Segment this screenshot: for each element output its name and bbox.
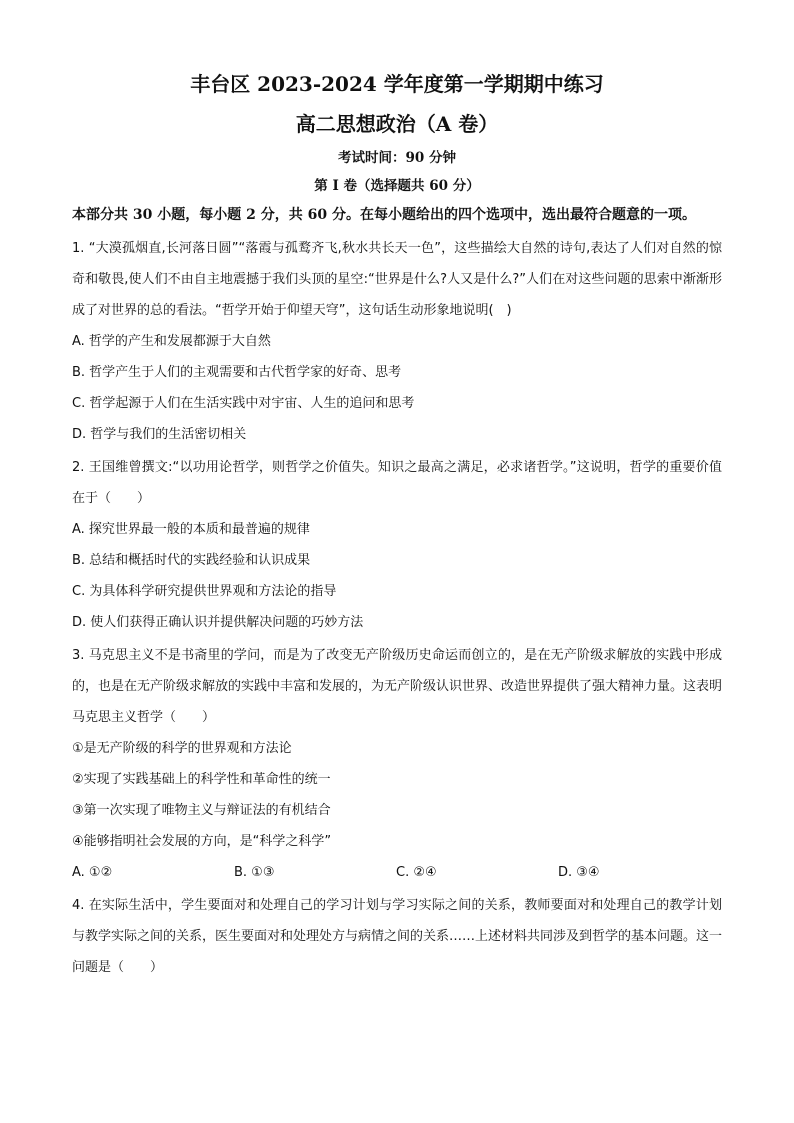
exam-time: 考试时间：90 分钟 xyxy=(338,150,456,166)
question-2-option-d: D. 使人们获得正确认识并提供解决问题的巧妙方法 xyxy=(72,615,364,630)
question-3-item-2: ②实现了实践基础上的科学性和革命性的统一 xyxy=(72,772,331,787)
question-3-choice-a: A. ①② xyxy=(72,865,113,880)
question-3-item-1: ①是无产阶级的科学的世界观和方法论 xyxy=(72,741,292,756)
exam-page xyxy=(72,66,722,983)
question-1-option-c: C. 哲学起源于人们在生活实践中对宇宙、人生的追问和思考 xyxy=(72,396,415,411)
question-3-choices xyxy=(72,857,722,888)
section-heading: 第 I 卷（选择题共 60 分） xyxy=(314,178,480,194)
section-instruction: 本部分共 30 小题，每小题 2 分，共 60 分。在每小题给出的四个选项中，选出最符合题意的一项。 xyxy=(72,207,696,223)
question-3-item-3: ③第一次实现了唯物主义与辩证法的有机结合 xyxy=(72,803,331,818)
question-3-stem: 3. 马克思主义不是书斋里的学问，而是为了改变无产阶级历史命运而创立的，是在无产阶级求解放的实践中形成的，也是在无产阶级求解放的实践中丰富和发展的，为无产阶级认识世界、改造世界提供了强大精神力量。这表明马克思主义哲学（ ） xyxy=(72,648,723,725)
page-subtitle: 高二思想政治（A 卷） xyxy=(295,112,499,136)
question-3-choice-d: D. ③④ xyxy=(558,865,600,880)
question-3-item-4: ④能够指明社会发展的方向，是“科学之科学” xyxy=(72,834,332,849)
question-1-option-b: B. 哲学产生于人们的主观需要和古代哲学家的好奇、思考 xyxy=(72,365,402,380)
question-2-option-c: C. 为具体科学研究提供世界观和方法论的指导 xyxy=(72,584,337,599)
question-1-option-d: D. 哲学与我们的生活密切相关 xyxy=(72,427,247,442)
question-2-option-a: A. 探究世界最一般的本质和最普遍的规律 xyxy=(72,522,310,537)
question-3-choice-b: B. ①③ xyxy=(234,865,275,880)
page-title: 丰台区 2023-2024 学年度第一学期期中练习 xyxy=(190,72,604,96)
question-1-stem: 1. “大漠孤烟直,长河落日圆”“落霞与孤鹜齐飞,秋水共长天一色”，这些描绘大自然的诗句,表达了人们对自然的惊奇和敬畏,使人们不由自主地震撼于我们头顶的星空:“世界是什么?人又是什么?”人们在对这些问题的思索中渐渐形成了对世界的总的看法。“哲学开始于仰望天穹”，这句话生动形象地说明( ) xyxy=(72,241,722,318)
question-3-choice-c: C. ②④ xyxy=(396,865,437,880)
question-4-stem: 4. 在实际生活中，学生要面对和处理自己的学习计划与学习实际之间的关系，教师要面对和处理自己的教学计划与教学实际之间的关系，医生要面对和处理处方与病情之间的关系……上述材料共同涉及到哲学的基本问题。这一问题是（ ） xyxy=(72,898,723,975)
question-1-option-a: A. 哲学的产生和发展都源于大自然 xyxy=(72,334,271,349)
question-2-option-b: B. 总结和概括时代的实践经验和认识成果 xyxy=(72,553,311,568)
question-2-stem: 2. 王国维曾撰文:“以功用论哲学，则哲学之价值失。知识之最高之满足，必求诸哲学。”这说明，哲学的重要价值在于（ ） xyxy=(72,460,722,506)
